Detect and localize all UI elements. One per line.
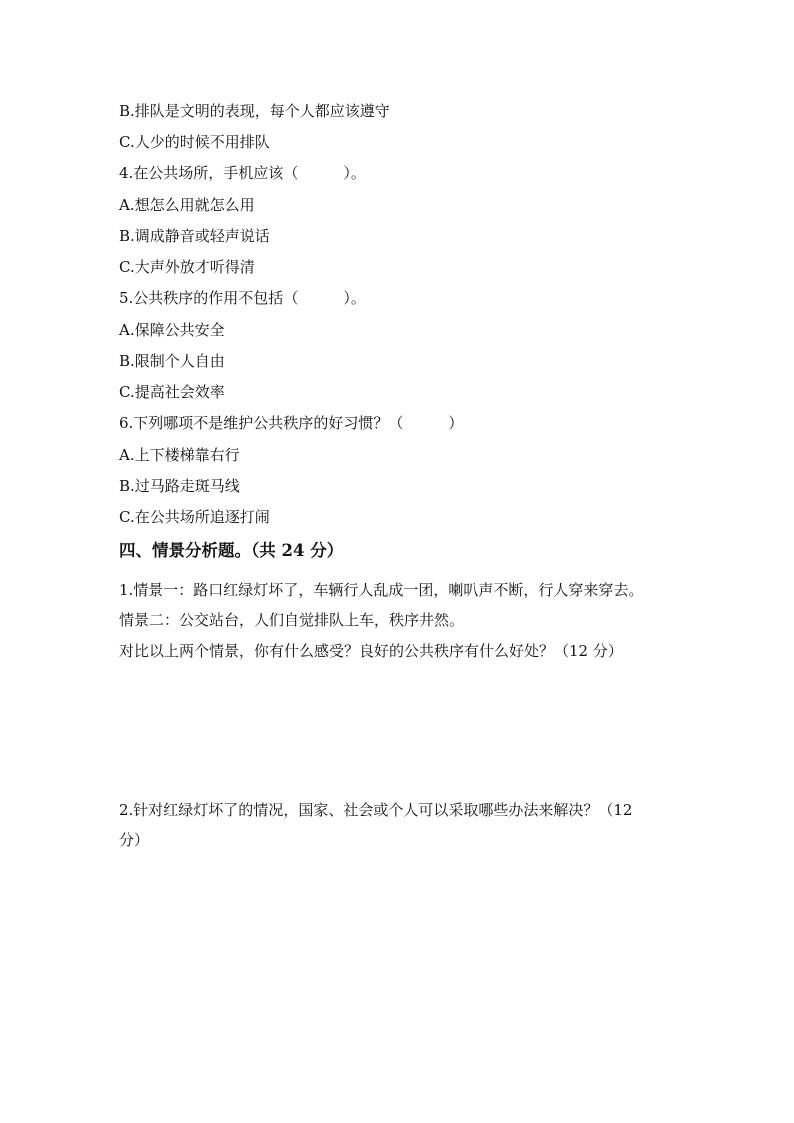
question-6-stem: 6.下列哪项不是维护公共秩序的好习惯？（ ）	[119, 414, 464, 432]
question-3-option-b: B.排队是文明的表现，每个人都应该遵守	[119, 102, 390, 120]
scenario-question-2-line-2: 分）	[119, 831, 150, 849]
question-5-option-c: C.提高社会效率	[119, 383, 225, 401]
scenario-question-1-line-3: 对比以上两个情景，你有什么感受？良好的公共秩序有什么好处？（12 分）	[119, 642, 623, 660]
question-4-stem: 4.在公共场所，手机应该（ ）。	[119, 164, 366, 182]
question-5-option-a: A.保障公共安全	[119, 321, 225, 339]
question-4-option-c: C.大声外放才听得清	[119, 258, 255, 276]
scenario-question-1-line-1: 1.情景一：路口红绿灯坏了，车辆行人乱成一团，喇叭声不断，行人穿来穿去。	[119, 581, 644, 599]
question-4-option-a: A.想怎么用就怎么用	[119, 196, 255, 214]
question-5-option-b: B.限制个人自由	[119, 352, 225, 370]
question-4-option-b: B.调成静音或轻声说话	[119, 227, 270, 245]
question-5-stem: 5.公共秩序的作用不包括（ ）。	[119, 289, 366, 307]
question-6-option-a: A.上下楼梯靠右行	[119, 446, 240, 464]
question-3-option-c: C.人少的时候不用排队	[119, 133, 270, 151]
question-6-option-b: B.过马路走斑马线	[119, 477, 240, 495]
section-4-heading: 四、情景分析题。（共 24 分）	[119, 541, 344, 560]
scenario-question-1-line-2: 情景二：公交站台，人们自觉排队上车，秩序井然。	[119, 611, 465, 629]
question-6-option-c: C.在公共场所追逐打闹	[119, 508, 270, 526]
scenario-question-2-line-1: 2.针对红绿灯坏了的情况，国家、社会或个人可以采取哪些办法来解决？（12	[119, 801, 633, 819]
